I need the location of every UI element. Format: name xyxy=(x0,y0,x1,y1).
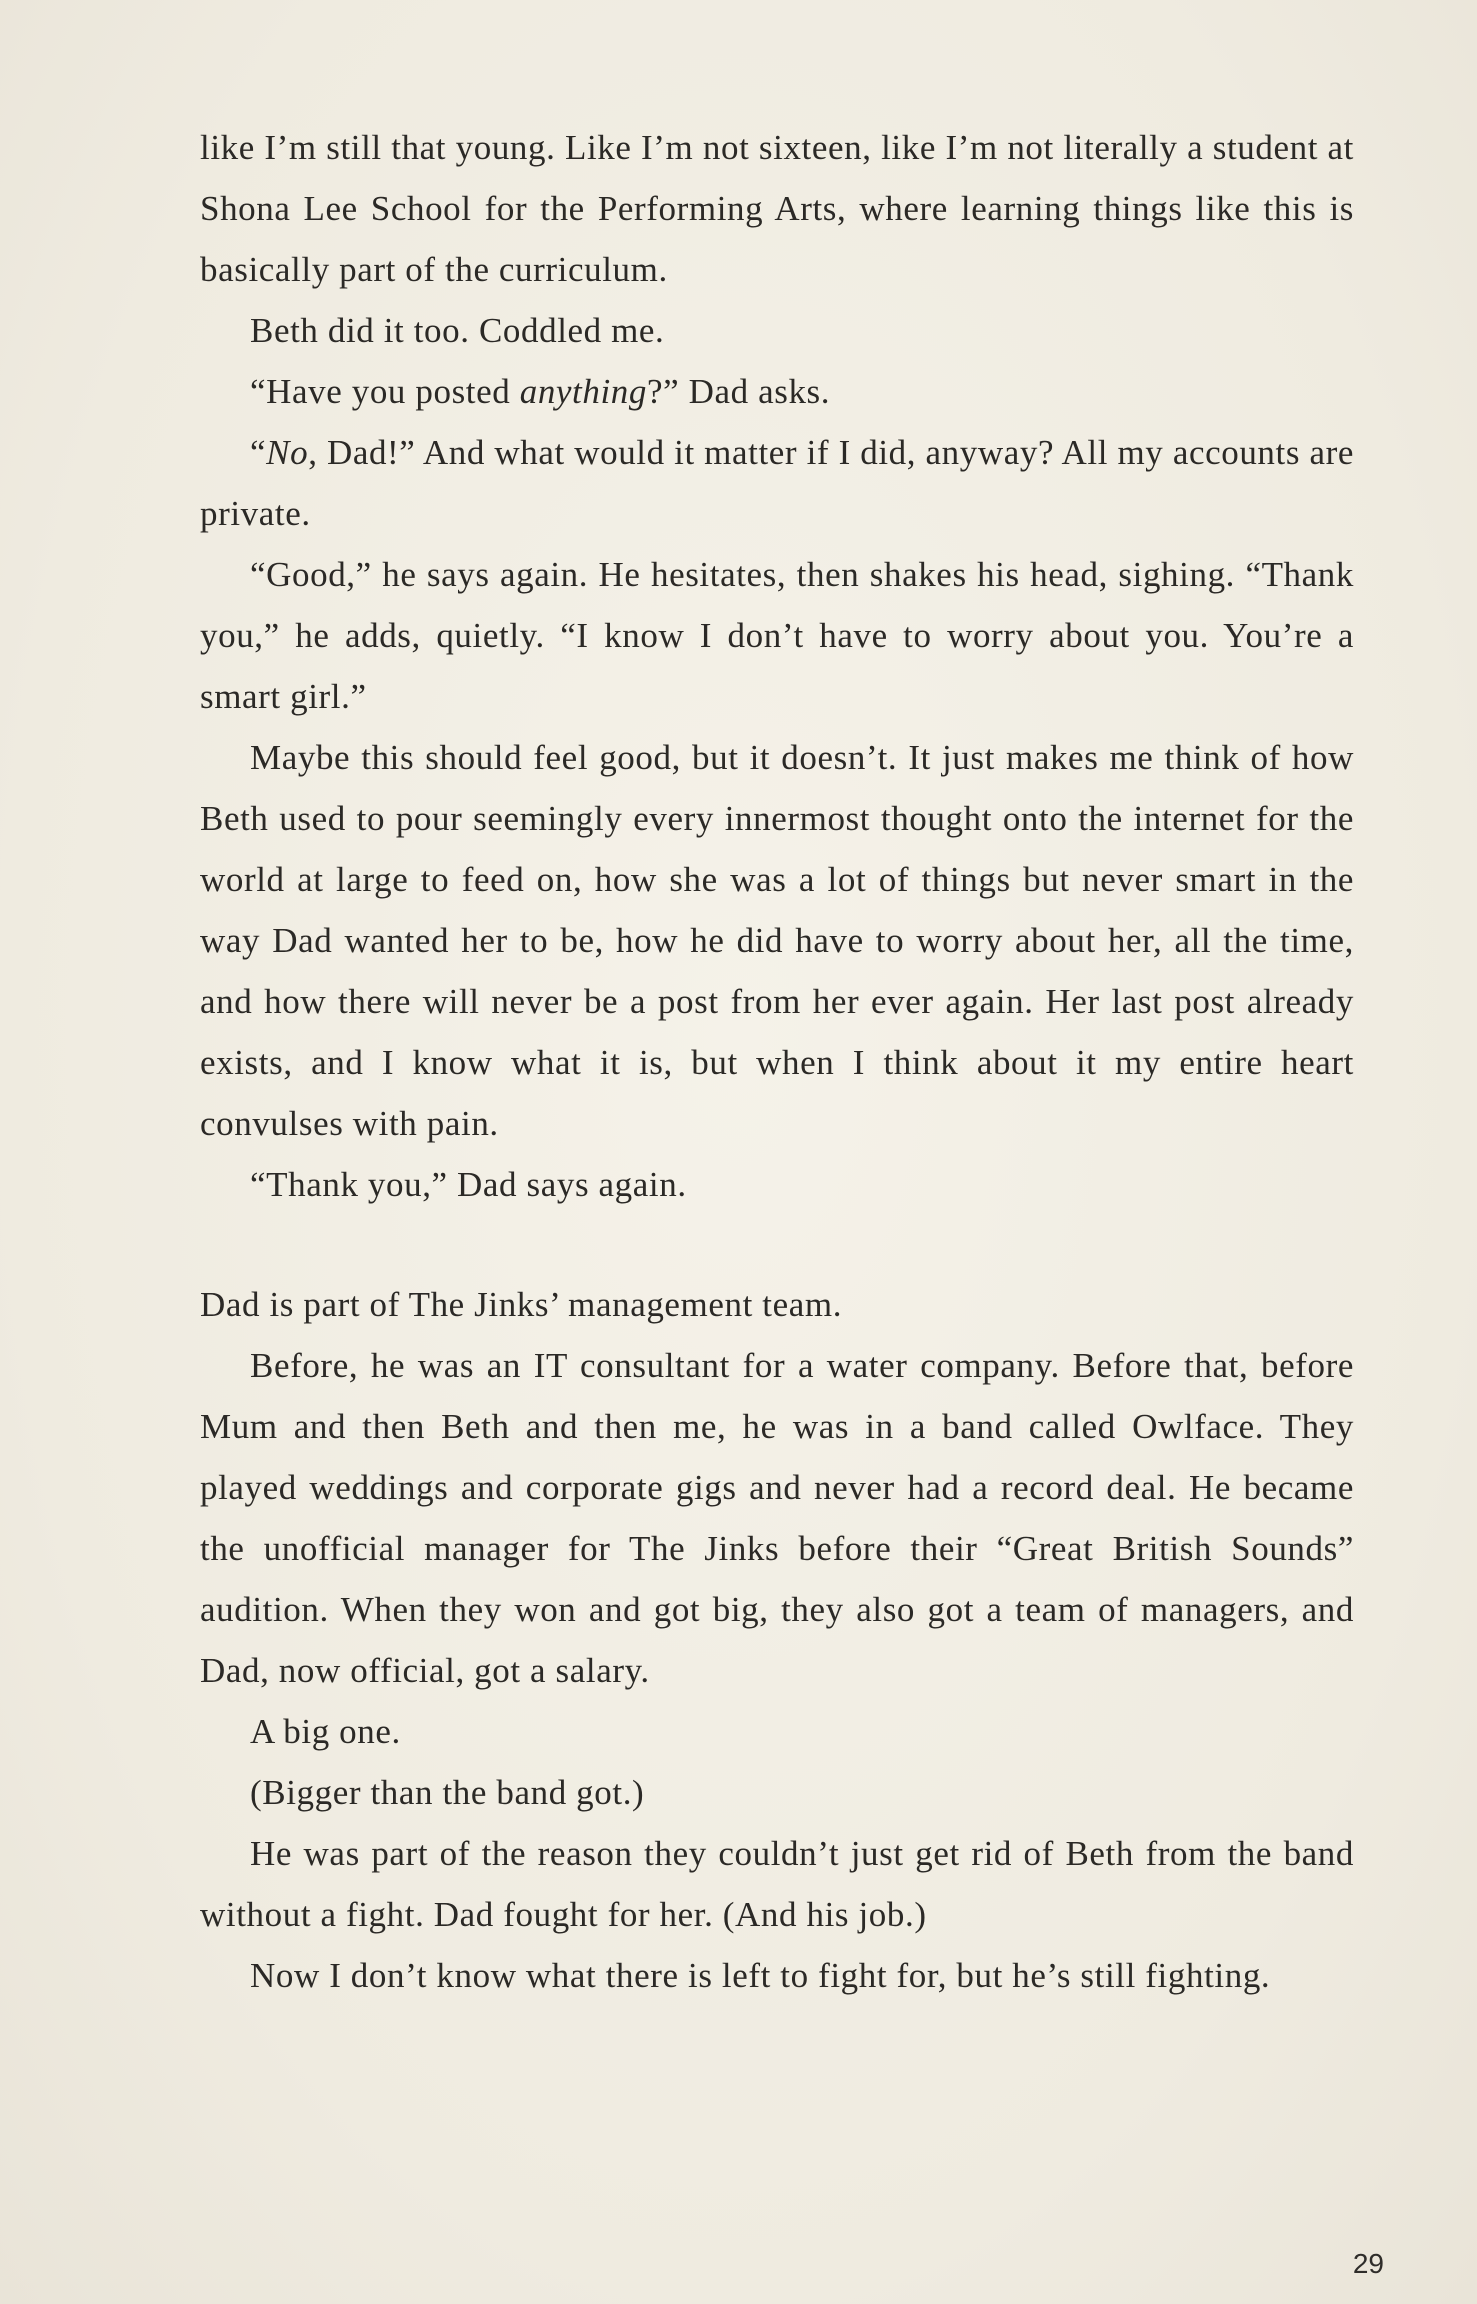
paragraph xyxy=(200,1154,1354,1215)
italic-text: anything xyxy=(519,372,648,411)
paragraph xyxy=(200,300,1354,361)
paragraph xyxy=(200,727,1354,1154)
body-text xyxy=(200,117,1354,2006)
italic-text: No xyxy=(266,433,309,472)
text-run: “Thank you,” Dad says again. xyxy=(250,1165,687,1204)
text-run: “Have you posted xyxy=(250,372,520,411)
paragraph xyxy=(200,1701,1354,1762)
section-break xyxy=(200,1215,1354,1274)
paragraph xyxy=(200,1823,1354,1945)
text-run: A big one. xyxy=(250,1712,401,1751)
text-run: Maybe this should feel good, but it doesn’t. It just makes me think of how Beth used to pour seemingly every innermost thought onto the internet for the world at large to feed on, how she was a lot of things but never smart in the way Dad wanted her to be, how he did have to worry about her, all the time, and how there will never be a post from her ever again. Her last post already exists, and I know what it is, but when I think about it my entire heart convulses with pain. xyxy=(200,738,1354,1143)
text-run: Dad is part of The Jinks’ management team. xyxy=(200,1285,843,1324)
paragraph xyxy=(200,1335,1354,1701)
text-run: , Dad!” And what would it matter if I did, anyway? All my accounts are private. xyxy=(200,433,1354,533)
text-run: “Good,” he says again. He hesitates, then shakes his head, sighing. “Thank you,” he adds, quietly. “I know I don’t have to worry about you. You’re a smart girl.” xyxy=(200,555,1354,716)
text-run: like I’m still that young. Like I’m not sixteen, like I’m not literally a student at Shona Lee School for the Performing Arts, where learning things like this is basically part of the curriculum. xyxy=(200,128,1354,289)
paragraph xyxy=(200,1945,1354,2006)
paragraph xyxy=(200,422,1354,544)
paragraph xyxy=(200,544,1354,727)
text-run: Before, he was an IT consultant for a water company. Before that, before Mum and then Beth and then me, he was in a band called Owlface. They played weddings and corporate gigs and never had a record deal. He became the unofficial manager for The Jinks before their “Great British Sounds” audition. When they won and got big, they also got a team of managers, and Dad, now official, got a salary. xyxy=(200,1346,1354,1690)
page-number: 29 xyxy=(1352,2248,1384,2279)
paragraph xyxy=(200,361,1354,422)
paragraph xyxy=(200,1274,1354,1335)
text-run: He was part of the reason they couldn’t just get rid of Beth from the band without a fight. Dad fought for her. (And his job.) xyxy=(200,1834,1354,1934)
paragraph xyxy=(200,1762,1354,1823)
text-run: “ xyxy=(250,433,267,472)
paragraph xyxy=(200,117,1354,300)
text-run: (Bigger than the band got.) xyxy=(250,1773,645,1812)
text-run: Now I don’t know what there is left to fight for, but he’s still fighting. xyxy=(250,1956,1271,1995)
text-run: ?” Dad asks. xyxy=(647,372,831,411)
text-run: Beth did it too. Coddled me. xyxy=(250,311,665,350)
